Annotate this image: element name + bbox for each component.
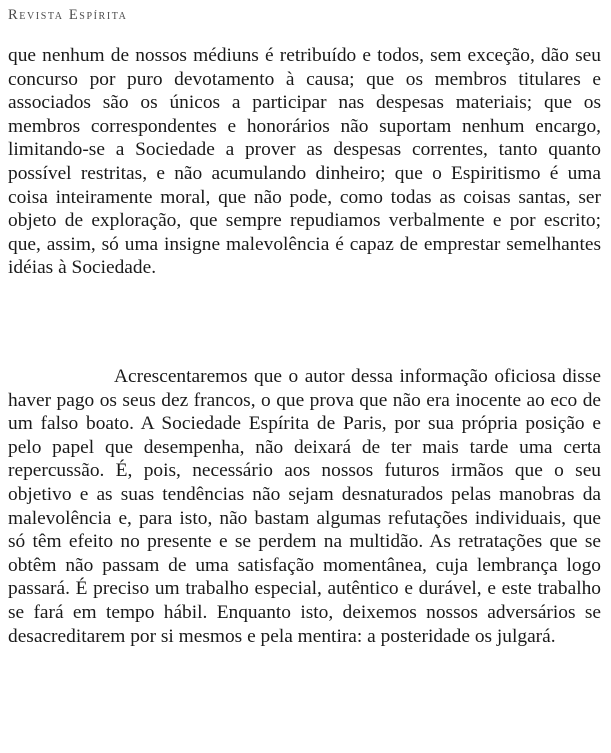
- paragraph-text: Acrescentaremos que o autor dessa informação oficiosa disse haver pago os seus dez francos, o que prova que não era inocente ao eco de um falso boato. A Sociedade Espírita de Paris, por sua própria posição e pelo papel que desempenha, não deixará de ter mais tarde uma certa repercussão. É, pois, necessário aos nossos futuros irmãos que o seu objetivo e as suas tendências não sejam desnaturados pelas manobras da malevolência e, para isto, não bastam algumas refutações individuais, que só têm efeito no presente e se perdem na multidão. As retratações que se obtêm não passam de uma satisfação momentânea, cuja lembrança logo passará. É preciso um trabalho especial, autêntico e durável, e este trabalho se fará em tempo hábil. Enquanto isto, deixemos nossos adversários se desacreditarem por si mesmos e pela mentira: a posteridade os julgará.: [8, 366, 601, 647]
- running-header: Revista Espírita: [8, 7, 128, 23]
- paragraph-continuation: que nenhum de nossos médiuns é retribuído e todos, sem exceção, dão seu concurso por puro devotamento à causa; que os membros titulares e associados são os únicos a participar nas despesas materiais; que os membros correspondentes e honorários não suportam nenhum encargo, limitando-se a Sociedade a prover as despesas correntes, tanto quanto possível restritas, e não acumulando dinheiro; que o Espiritismo é uma coisa inteiramente moral, que não pode, como todas as coisas santas, ser objeto de exploração, que sempre repudiamos verbalmente e por escrito; que, assim, só uma insigne malevolência é capaz de emprestar semelhantes idéias à Sociedade.: [8, 45, 601, 279]
- paragraph-indented: [8, 365, 601, 648]
